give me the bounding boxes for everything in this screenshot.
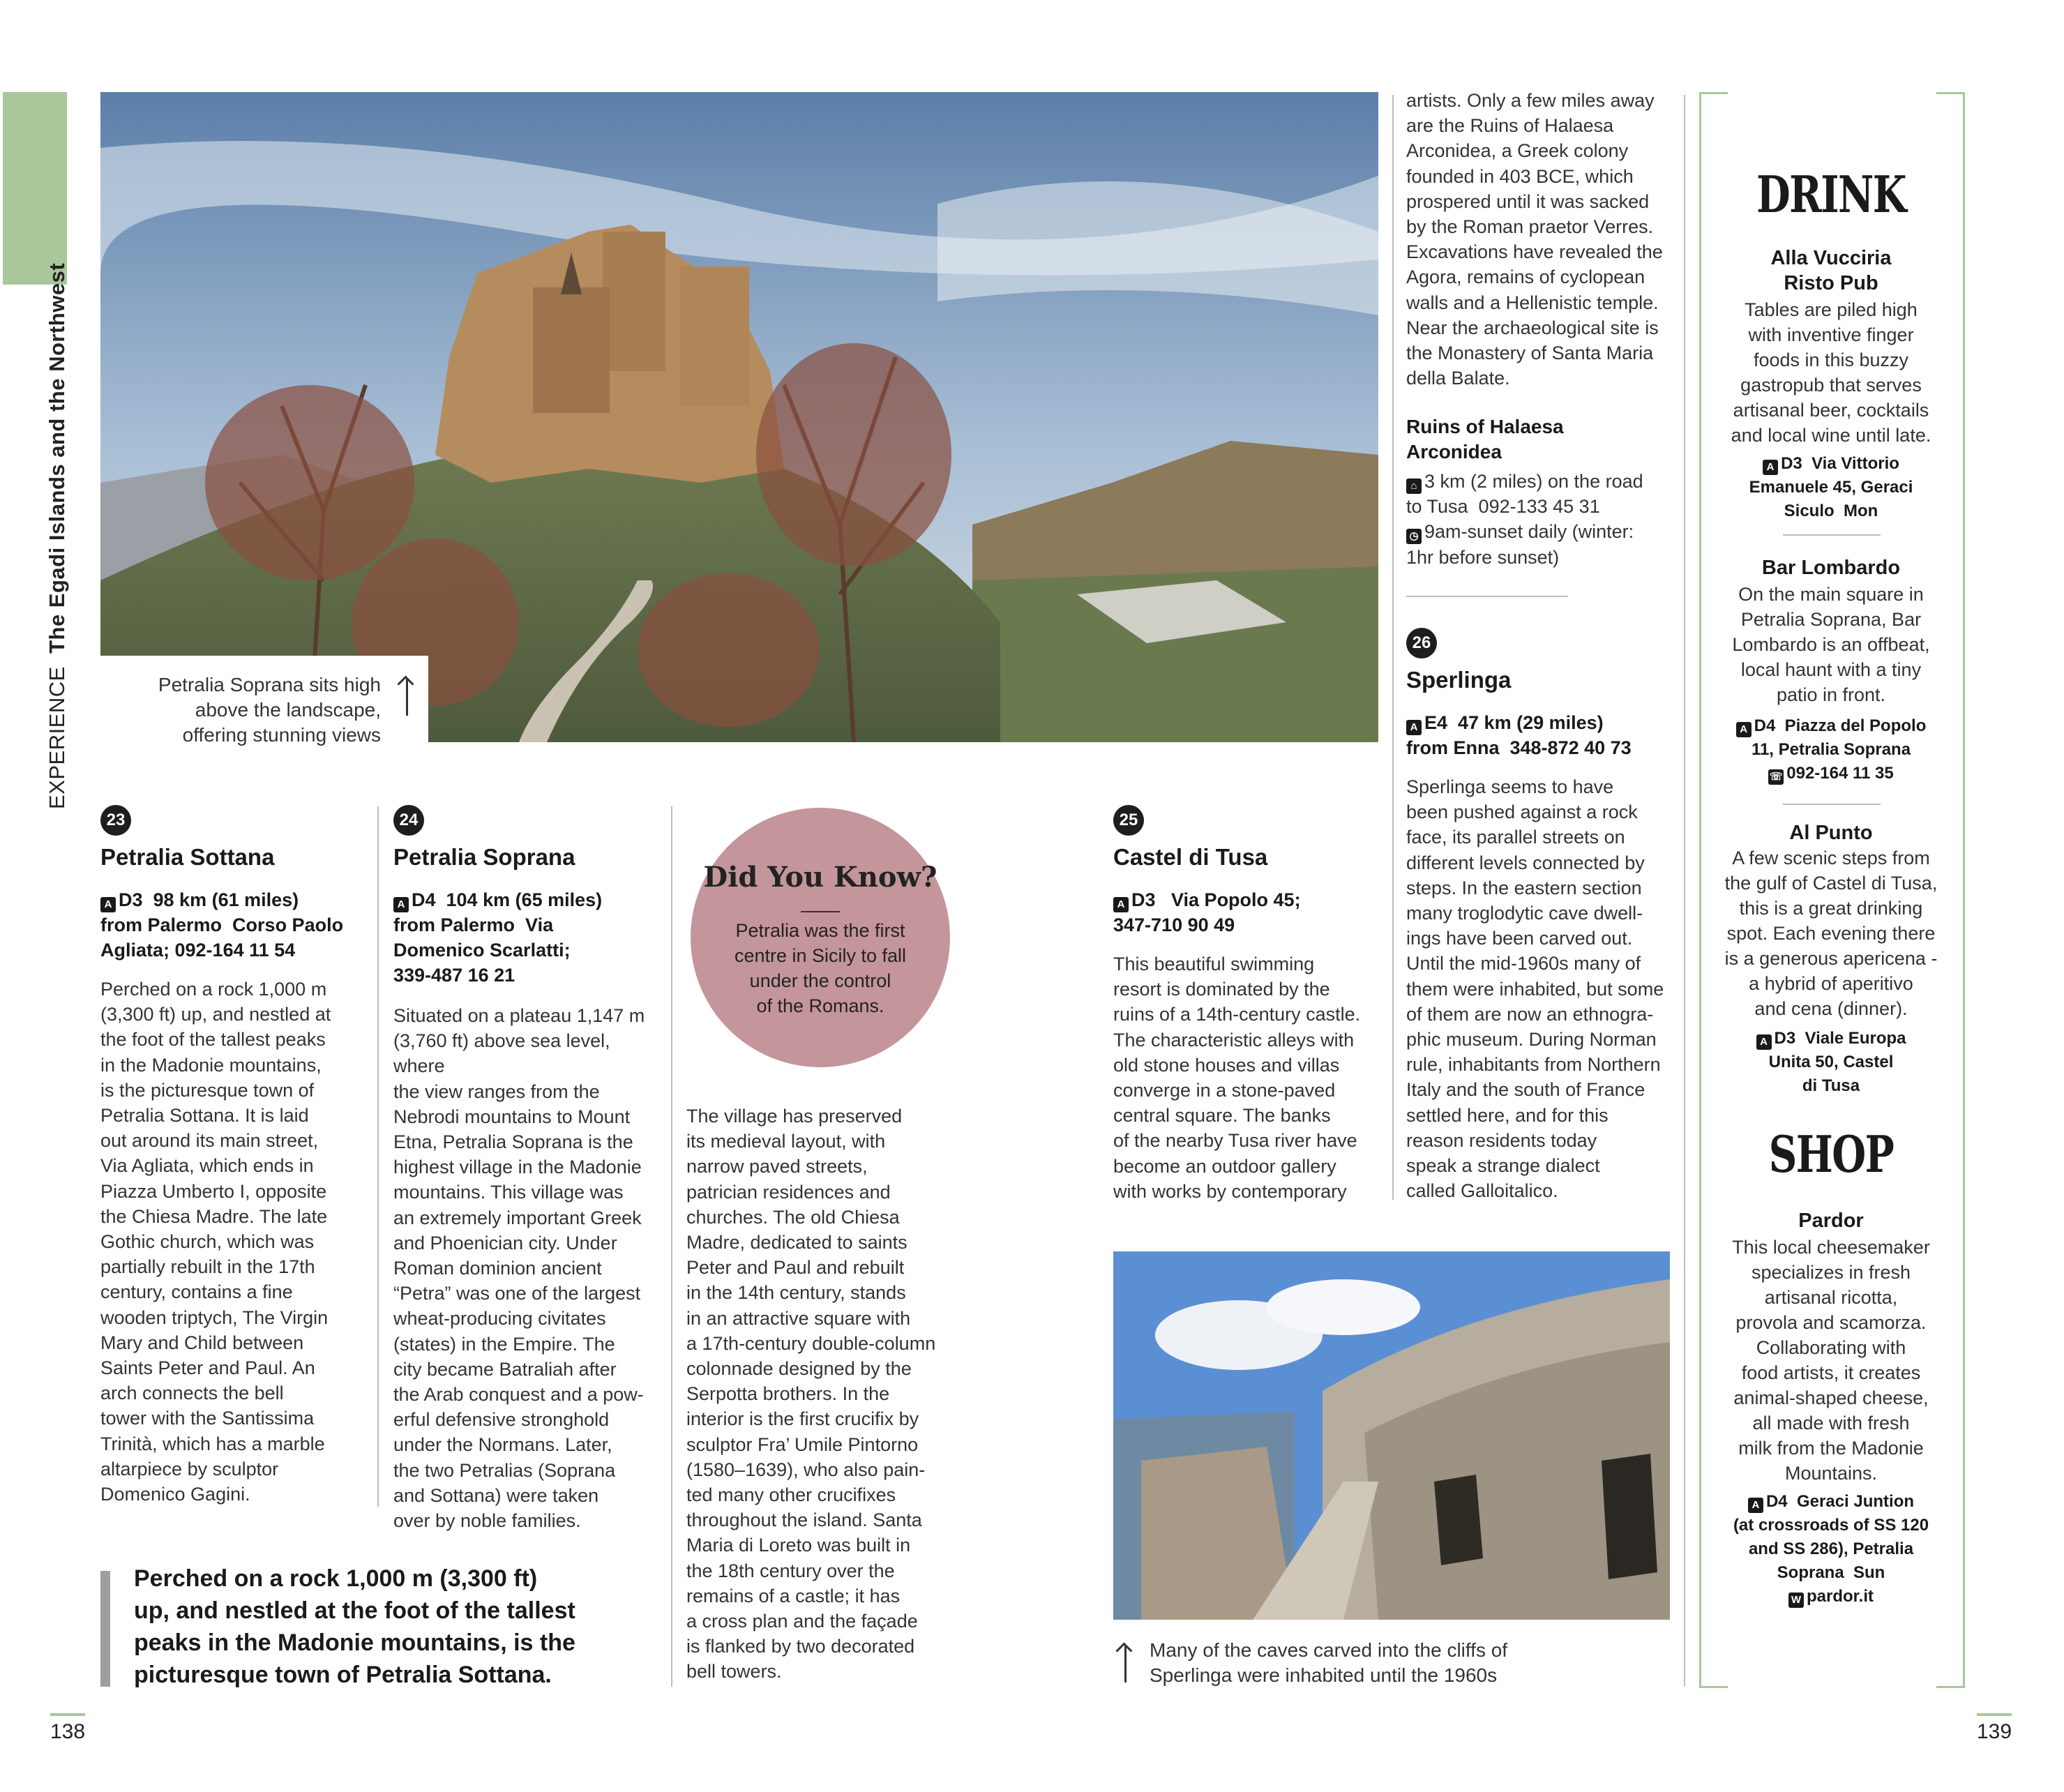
entry-number-badge: 26 bbox=[1406, 628, 1437, 658]
venue-description: A few scenic steps from the gulf of Castel di Tusa, this is a great drinking spot. Each evening there is a generous apericena - a hybrid of aperitivo and cena (dinner). bbox=[1724, 848, 1938, 1019]
pull-quote: Perched on a rock 1,000 m (3,300 ft) up, and nestled at the foot of the tallest peaks in the Madonie mountains, is the picturesque town of Petralia Sottana. bbox=[134, 1565, 575, 1688]
did-you-know-text: Petralia was the first centre in Sicily to fall under the control of the Romans. bbox=[734, 920, 907, 1016]
entry-body: This beautiful swimming resort is dominated by the ruins of a 14th-century castle. The characteristic alleys with old stone houses and villas converge in a stone-paved central square. The banks of the nearby Tusa river have become an outdoor gallery with works by contemporary bbox=[1113, 954, 1361, 1202]
venue-info: A D3 Via Vittorio Emanuele 45, Geraci Siculo Mon bbox=[1749, 454, 1913, 520]
ruins-info: ⌂ 3 km (2 miles) on the road to Tusa 092-133 45 31 ◷ 9am-sunset daily (winter: 1hr before sunset) bbox=[1406, 471, 1643, 568]
shop-heading: SHOP bbox=[1768, 1124, 1894, 1184]
cave-photo-caption: Many of the caves carved into the cliffs of Sperlinga were inhabited until the 1960s bbox=[1150, 1639, 1508, 1686]
entry-title: Petralia Sottana bbox=[100, 844, 275, 870]
landscape-illustration bbox=[100, 92, 1378, 742]
entry-info: A D3 Via Popolo 45; 347-710 90 49 bbox=[1113, 889, 1301, 935]
map-ref-icon: A bbox=[100, 897, 116, 912]
web-icon: W bbox=[1788, 1593, 1804, 1608]
entry-title: Sperlinga bbox=[1406, 667, 1512, 693]
ruins-title: Ruins of Halaesa Arconidea bbox=[1406, 416, 1564, 462]
sperlinga-caves-photo bbox=[1113, 1251, 1670, 1620]
map-ref-icon: A bbox=[1748, 1498, 1763, 1513]
petralia-soprana-photo bbox=[100, 92, 1378, 742]
column-divider bbox=[377, 806, 379, 1507]
map-ref-icon: A bbox=[1113, 897, 1129, 912]
did-you-know-title: Did You Know? bbox=[703, 861, 937, 894]
venue-info: A D4 Piazza del Popolo 11, Petralia Soprana ☏ 092-164 11 35 bbox=[1709, 714, 1953, 785]
venue-name: Alla Vucciria Risto Pub bbox=[1770, 247, 1892, 294]
section-label: EXPERIENCE bbox=[45, 666, 69, 809]
page-number-left: 138 bbox=[50, 1720, 86, 1743]
entry-title: Castel di Tusa bbox=[1113, 844, 1268, 870]
venue-info: A D3 Viale Europa Unita 50, Castel di Tusa bbox=[1709, 1027, 1953, 1098]
phone-icon: ☏ bbox=[1768, 769, 1784, 785]
chapter-title: The Egadi Islands and the Northwest bbox=[45, 262, 69, 654]
divider bbox=[1406, 596, 1568, 597]
chapter-label bbox=[45, 263, 70, 809]
entry-body: Perched on a rock 1,000 m (3,300 ft) up, and nestled at the foot of the tallest peaks in the Madonie mountains, is the picturesque town of Petralia Sottana. It is laid out around its main street, Via Agliata, which ends in Piazza Umberto I, opposite the Chiesa Madre. The late Gothic church, which was partially rebuilt in the 17th century, contains a fine wooden triptych, The Virgin Mary and Child between Saints Peter and Paul. An arch connects the bell tower with the Santissima Trinità, which has a marble altarpiece by sculptor Domenico Gagini. bbox=[100, 979, 331, 1505]
page-number-rule bbox=[50, 1713, 85, 1716]
venue-description: Tables are piled high with inventive finger foods in this buzzy gastropub that serves artisanal beer, cocktails and local wine until late. bbox=[1731, 299, 1931, 446]
divider bbox=[1783, 534, 1881, 536]
top-photo-caption: Petralia Soprana sits high above the landscape, offering stunning views bbox=[158, 674, 381, 746]
entry-info: A D3 98 km (61 miles) from Palermo Corso Paolo Agliata; 092-164 11 54 bbox=[100, 889, 344, 961]
venue-name: Al Punto bbox=[1789, 822, 1873, 844]
page-number-right: 139 bbox=[1977, 1720, 2012, 1743]
page-number-rule bbox=[1977, 1713, 2012, 1716]
map-ref-icon: A bbox=[393, 897, 409, 912]
map-ref-icon: A bbox=[1736, 722, 1752, 737]
venue-name: Bar Lombardo bbox=[1761, 557, 1901, 579]
column-divider bbox=[1392, 95, 1394, 1200]
drink-heading: DRINK bbox=[1756, 165, 1906, 224]
entry-number-badge: 23 bbox=[100, 805, 131, 836]
divider bbox=[1783, 804, 1881, 805]
entry-body-continued: artists. Only a few miles away are the Ruins of Halaesa Arconidea, a Greek colony founded in 403 BCE, which prospered until it was sacked by the Roman praetor Verres. Excavations have revealed the Agora, remains of cyclopean walls and a Hellenistic temple. Near the archaeological site is the Monastery of Santa Maria della Balate. bbox=[1406, 90, 1663, 389]
chapter-tab bbox=[3, 92, 67, 285]
column-divider bbox=[671, 806, 672, 1687]
map-ref-icon: A bbox=[1406, 720, 1422, 735]
map-ref-icon: A bbox=[1756, 1034, 1772, 1050]
entry-number-badge: 24 bbox=[393, 805, 424, 836]
caves-illustration bbox=[1113, 1251, 1670, 1620]
venue-description: On the main square in Petralia Soprana, Bar Lombardo is an offbeat, local haunt with a tiny patio in front. bbox=[1732, 584, 1930, 705]
arrow-up-icon bbox=[1124, 1646, 1127, 1682]
map-ref-icon: A bbox=[1763, 460, 1778, 475]
pull-quote-bar bbox=[100, 1571, 110, 1687]
entry-info: A E4 47 km (29 miles) from Enna 348-872 40 73 bbox=[1406, 712, 1632, 758]
entry-body: Sperlinga seems to have been pushed against a rock face, its parallel streets on different levels connected by steps. In the eastern section many troglodytic cave dwell- ings have been carved out. Until the mid-1960s many of them were inhabited, but some of them are now an ethnogra- phic museum. During Norman rule, inhabitants from Northern Italy and the south of France settled here, and for this reason residents today speak a strange dialect called Galloitalico. bbox=[1406, 776, 1664, 1202]
venue-name: Pardor bbox=[1798, 1210, 1864, 1232]
address-icon: ⌂ bbox=[1406, 479, 1422, 494]
arrow-up-icon bbox=[406, 679, 408, 716]
entry-body: Situated on a plateau 1,147 m (3,760 ft) above sea level, where the view ranges from the Nebrodi mountains to Mount Etna, Petralia Soprana is the highest village in the Madonie mountains. This village was an extremely important Greek and Phoenician city. Under Roman dominion ancient “Petra” was one of the largest wheat-producing civitates (states) in the Empire. The city became Batraliah after the Arab conquest and a pow- erful defensive stronghold under the Normans. Later, the two Petralias (Soprana and Sottana) were taken over by noble families. bbox=[393, 1005, 645, 1532]
divider bbox=[801, 911, 840, 912]
entry-number-badge: 25 bbox=[1113, 805, 1144, 836]
venue-description: This local cheesemaker specializes in fresh artisanal ricotta, provola and scamorza. Collaborating with food artists, it creates animal-shaped cheese, all made with fresh milk from the Madonie Mountains. bbox=[1732, 1237, 1930, 1484]
entry-title: Petralia Soprana bbox=[393, 844, 575, 870]
clock-icon: ◷ bbox=[1406, 529, 1422, 544]
venue-info: A D4 Geraci Juntion (at crossroads of SS 120 and SS 286), Petralia Soprana Sun W pardor.it bbox=[1709, 1490, 1953, 1609]
entry-body-continued: The village has preserved its medieval layout, with narrow paved streets, patrician residences and churches. The old Chiesa Madre, dedicated to saints Peter and Paul and rebuilt in the 14th century, stands in an attractive square with a 17th-century double-column colonnade designed by the Serpotta brothers. In the interior is the first crucifix by sculptor Fra’ Umile Pintorno (1580–1639), who also pain- ted many other crucifixes throughout the island. Santa Maria di Loreto was built in the 18th century over the remains of a castle; it has a cross plan and the façade is flanked by two decorated bell towers. bbox=[686, 1106, 936, 1682]
entry-info: A D4 104 km (65 miles) from Palermo Via Domenico Scarlatti; 339-487 16 21 bbox=[393, 889, 603, 986]
